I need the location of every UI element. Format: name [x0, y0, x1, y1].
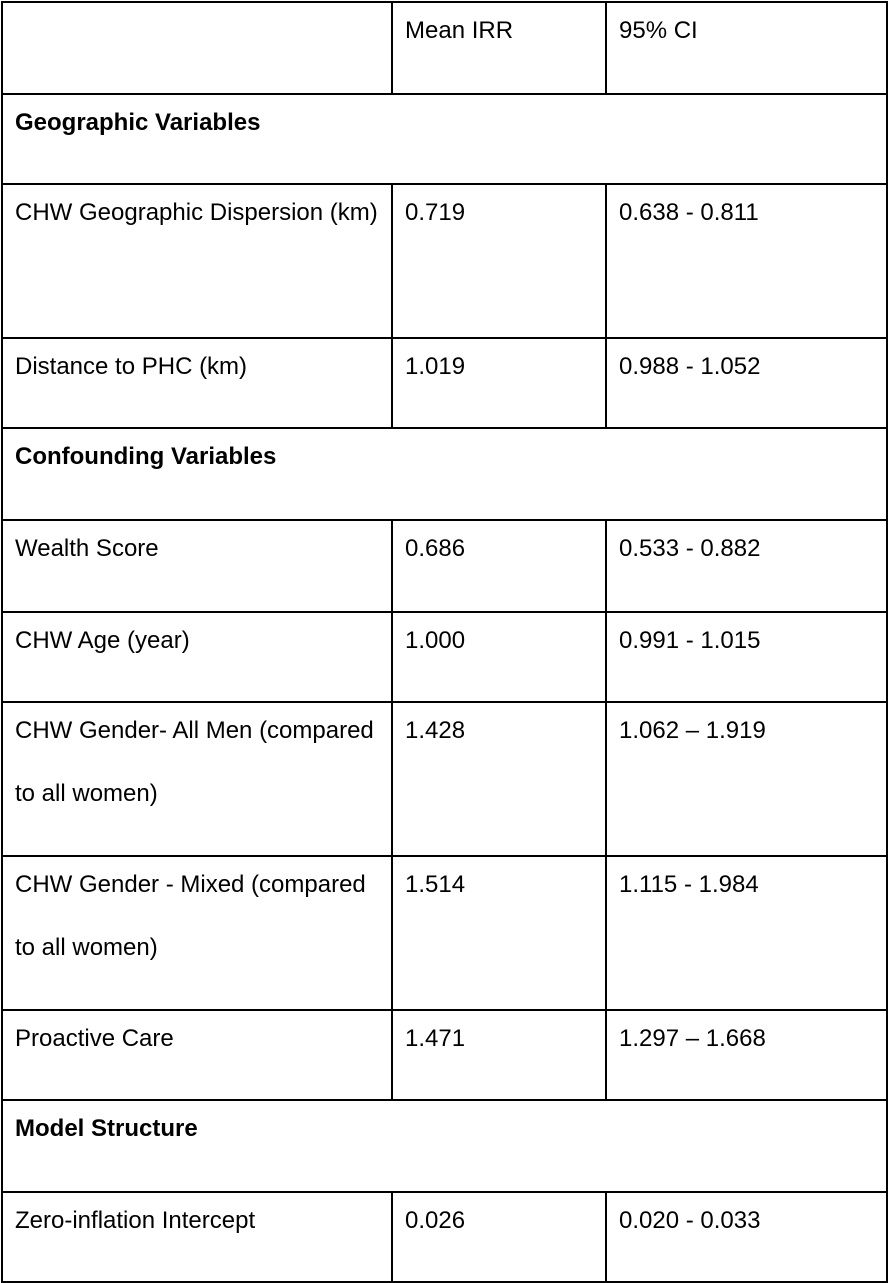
mean-irr-cell: 1.019 — [392, 338, 606, 428]
section-row-confounding — [2, 428, 887, 520]
table-row — [2, 184, 887, 338]
table-row — [2, 1192, 887, 1282]
variable-cell: Wealth Score — [2, 520, 392, 612]
mean-irr-cell: 1.471 — [392, 1010, 606, 1100]
variable-cell: Distance to PHC (km) — [2, 338, 392, 428]
section-row-geographic — [2, 94, 887, 184]
ci-cell: 0.988 - 1.052 — [606, 338, 887, 428]
section-heading: Confounding Variables — [2, 428, 887, 520]
header-cell-mean-irr: Mean IRR — [392, 2, 606, 94]
table-row — [2, 856, 887, 1010]
ci-cell: 1.297 – 1.668 — [606, 1010, 887, 1100]
table-row — [2, 702, 887, 856]
header-cell-variable — [2, 2, 392, 94]
table-row — [2, 1010, 887, 1100]
ci-cell: 1.115 - 1.984 — [606, 856, 887, 1010]
table-row — [2, 520, 887, 612]
section-heading: Model Structure — [2, 1100, 887, 1192]
ci-cell: 0.020 - 0.033 — [606, 1192, 887, 1282]
variable-cell: CHW Age (year) — [2, 612, 392, 702]
mean-irr-cell: 1.428 — [392, 702, 606, 856]
table-row — [2, 338, 887, 428]
section-row-model-structure — [2, 1100, 887, 1192]
ci-cell: 0.638 - 0.811 — [606, 184, 887, 338]
ci-cell: 1.062 – 1.919 — [606, 702, 887, 856]
section-heading: Geographic Variables — [2, 94, 887, 184]
mean-irr-cell: 1.000 — [392, 612, 606, 702]
variable-cell: CHW Gender - Mixed (compared to all women) — [2, 856, 392, 1010]
mean-irr-cell: 1.514 — [392, 856, 606, 1010]
mean-irr-cell: 0.719 — [392, 184, 606, 338]
header-row — [2, 2, 887, 94]
header-cell-ci: 95% CI — [606, 2, 887, 94]
results-table — [1, 1, 888, 1283]
ci-cell: 0.991 - 1.015 — [606, 612, 887, 702]
ci-cell: 0.533 - 0.882 — [606, 520, 887, 612]
mean-irr-cell: 0.686 — [392, 520, 606, 612]
table-row — [2, 612, 887, 702]
variable-cell: Proactive Care — [2, 1010, 392, 1100]
variable-cell: CHW Geographic Dispersion (km) — [2, 184, 392, 338]
mean-irr-cell: 0.026 — [392, 1192, 606, 1282]
variable-cell: Zero-inflation Intercept — [2, 1192, 392, 1282]
variable-cell: CHW Gender- All Men (compared to all women) — [2, 702, 392, 856]
